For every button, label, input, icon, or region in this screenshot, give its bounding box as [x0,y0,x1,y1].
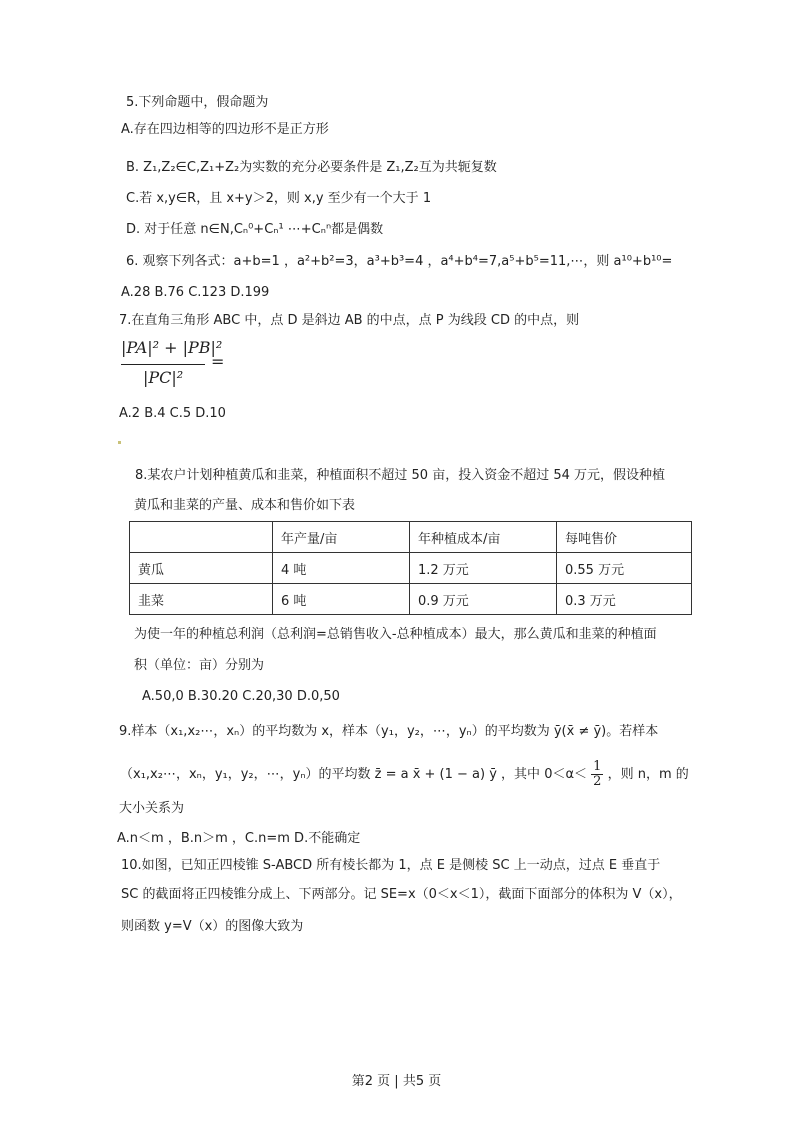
fraction-bar [121,364,205,365]
table-cell: 黄瓜 [130,553,273,584]
table-row [130,522,692,553]
q9-frac-num: 1 [593,759,602,774]
table-row [130,584,692,615]
table-cell: 0.55 万元 [557,553,692,584]
q8-line3: 为使一年的种植总利润（总利润=总销售收入-总种植成本）最大，那么黄瓜和韭菜的种植面 [134,627,657,642]
table-cell: 韭菜 [130,584,273,615]
q5-option-a: A.存在四边相等的四边形不是正方形 [121,122,329,137]
q9-line2-a: （x₁,x₂⋯，xₙ，y₁，y₂，⋯，yₙ）的平均数 z̄ = a x̄ + (1 − a) ȳ ，其中 0＜α＜ [120,767,588,782]
q7-equals: = [211,352,225,371]
q9-frac-den: 2 [593,774,602,789]
q10-line2: SC 的截面将正四棱锥分成上、下两部分。记 SE=x（0＜x＜1），截面下面部分的体积为 V（x）， [121,887,682,902]
q7-fraction [121,338,231,394]
q8-line2: 黄瓜和韭菜的产量、成本和售价如下表 [134,498,356,513]
table-cell: 0.9 万元 [410,584,557,615]
q5-option-d: D. 对于任意 n∈N,Cₙ⁰+Cₙ¹ ⋯+Cₙⁿ都是偶数 [126,222,384,237]
q10-line1: 10.如图，已知正四棱锥 S-ABCD 所有棱长都为 1，点 E 是侧棱 SC 上一动点，过点 E 垂直于 [121,858,661,873]
q8-line1: 8.某农户计划种植黄瓜和韭菜，种植面积不超过 50 亩，投入资金不超过 54 万元，假设种植 [135,468,666,483]
table-cell: 6 吨 [273,584,410,615]
q10-line3: 则函数 y=V（x）的图像大致为 [121,919,304,934]
q6-title: 6. 观察下列各式：a+b=1 ，a²+b²=3，a³+b³=4 ，a⁴+b⁴=7,a⁵+b⁵=11,⋯，则 a¹⁰+b¹⁰= [126,254,673,269]
table-cell: 1.2 万元 [410,553,557,584]
q9-half-fraction [591,760,603,789]
q6-options: A.28 B.76 C.123 D.199 [121,285,270,300]
table-header-cell: 每吨售价 [557,522,692,553]
table-cell: 4 吨 [273,553,410,584]
q9-line3: 大小关系为 [119,801,185,816]
crop-table [129,521,692,615]
q8-options: A.50,0 B.30.20 C.20,30 D.0,50 [142,689,340,704]
page-footer: 第2 页 | 共5 页 [351,1074,442,1089]
q9-line2-b: ，则 n，m 的 [607,767,689,782]
q9-options: A.n＜m ，B.n＞m ，C.n=m D.不能确定 [117,831,361,846]
q9-line1: 9.样本（x₁,x₂⋯，xₙ）的平均数为 x，样本（y₁，y₂，⋯，yₙ）的平均数为 ȳ(x̄ ≠ ȳ)。若样本 [119,724,659,739]
q7-options: A.2 B.4 C.5 D.10 [119,406,226,421]
q9-line2 [120,760,689,790]
table-row [130,553,692,584]
table-header-cell: 年种植成本/亩 [410,522,557,553]
q7-denominator: |PC|² [143,368,184,387]
q5-title: 5.下列命题中，假命题为 [126,95,269,110]
stray-dot [118,441,121,444]
q7-numerator: |PA|² + |PB|² [121,338,223,357]
q7-title: 7.在直角三角形 ABC 中，点 D 是斜边 AB 的中点，点 P 为线段 CD 的中点，则 [119,313,580,328]
table-header-cell [130,522,273,553]
q8-line4: 积（单位：亩）分别为 [134,658,265,673]
q5-option-c: C.若 x,y∈R，且 x+y＞2，则 x,y 至少有一个大于 1 [126,191,432,206]
table-header-cell: 年产量/亩 [273,522,410,553]
q5-option-b: B. Z₁,Z₂∈C,Z₁+Z₂为实数的充分必要条件是 Z₁,Z₂互为共轭复数 [126,160,497,175]
table-cell: 0.3 万元 [557,584,692,615]
